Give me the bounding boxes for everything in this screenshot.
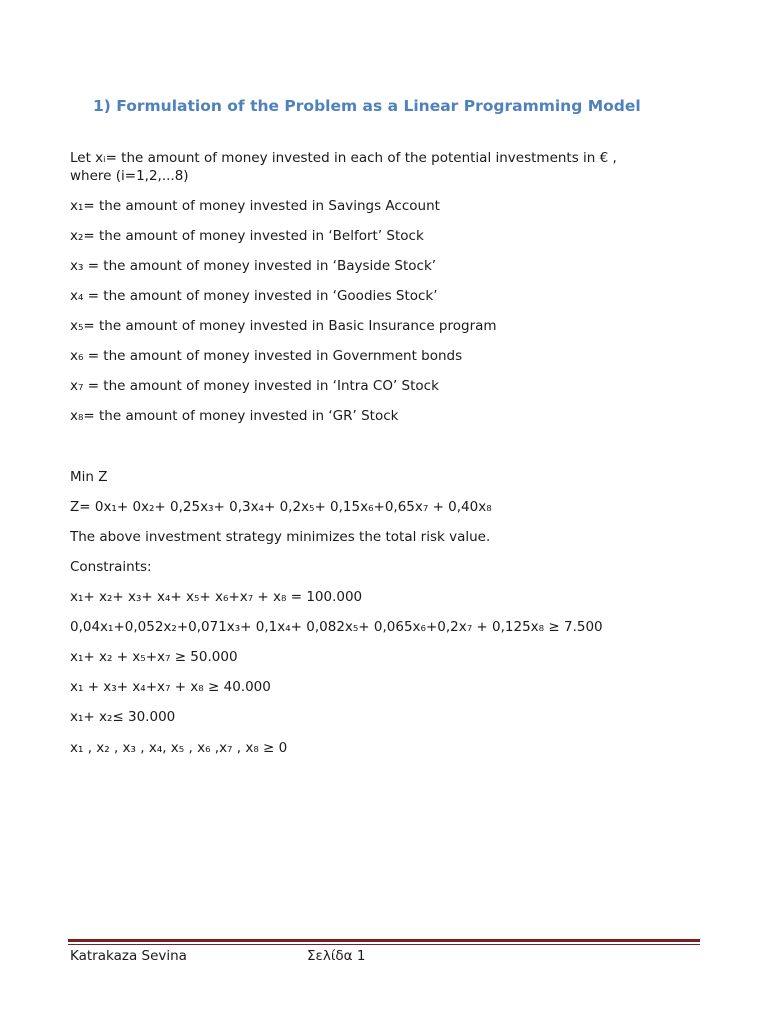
variable-definition: x₃ = the amount of money invested in ‘Bayside Stock’ <box>70 258 437 274</box>
variable-definition: x₇ = the amount of money invested in ‘Intra CO’ Stock <box>70 378 439 394</box>
constraint: x₁+ x₂+ x₃+ x₄+ x₅+ x₆+x₇ + x₈ = 100.000 <box>70 589 363 605</box>
intro-line-2: where (i=1,2,...8) <box>70 168 189 184</box>
variable-definition: x₈= the amount of money invested in ‘GR’ Stock <box>70 408 399 424</box>
objective-formula: Z= 0x₁+ 0x₂+ 0,25x₃+ 0,3x₄+ 0,2x₅+ 0,15x₆+0,65x₇ + 0,40x₈ <box>70 499 492 515</box>
objective-label: Min Z <box>70 469 108 485</box>
variable-definition: x₁= the amount of money invested in Savings Account <box>70 198 440 214</box>
constraint: x₁ + x₃+ x₄+x₇ + x₈ ≥ 40.000 <box>70 679 271 695</box>
constraint: x₁+ x₂≤ 30.000 <box>70 709 176 725</box>
footer-divider <box>68 939 700 942</box>
constraints-label: Constraints: <box>70 559 152 575</box>
constraint: x₁+ x₂ + x₅+x₇ ≥ 50.000 <box>70 649 238 665</box>
footer-author: Katrakaza Sevina <box>70 948 187 964</box>
footer-page-number: Σελίδα 1 <box>307 948 366 964</box>
variable-definition: x₂= the amount of money invested in ‘Belfort’ Stock <box>70 228 424 244</box>
constraint: x₁ , x₂ , x₃ , x₄, x₅ , x₆ ,x₇ , x₈ ≥ 0 <box>70 740 288 756</box>
objective-note: The above investment strategy minimizes the total risk value. <box>70 529 491 545</box>
intro-line-1: Let xᵢ= the amount of money invested in each of the potential investments in € , <box>70 150 617 166</box>
variable-definition: x₅= the amount of money invested in Basic Insurance program <box>70 318 497 334</box>
footer-divider <box>68 944 700 945</box>
constraint: 0,04x₁+0,052x₂+0,071x₃+ 0,1x₄+ 0,082x₅+ 0,065x₆+0,2x₇ + 0,125x₈ ≥ 7.500 <box>70 619 603 635</box>
variable-definition: x₆ = the amount of money invested in Government bonds <box>70 348 463 364</box>
variable-definition: x₄ = the amount of money invested in ‘Goodies Stock’ <box>70 288 438 304</box>
section-heading: 1) Formulation of the Problem as a Linear Programming Model <box>93 97 641 115</box>
